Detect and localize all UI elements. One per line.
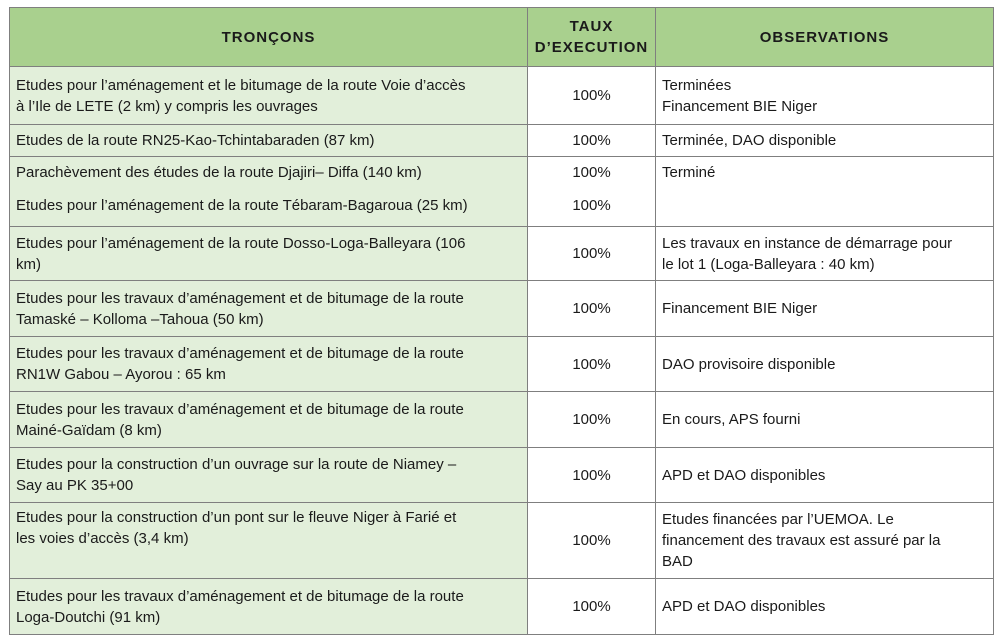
- troncon-text: Tamaské – Kolloma –Tahoua (50 km): [16, 310, 264, 328]
- troncon-cell: [10, 281, 528, 337]
- observation-text: le lot 1 (Loga-Balleyara : 40 km): [662, 255, 875, 273]
- table-row: [10, 337, 994, 392]
- table-row: [10, 157, 994, 227]
- taux-cell: 100%: [528, 125, 656, 157]
- taux-cell: 100%: [528, 227, 656, 281]
- table-row: [10, 503, 994, 579]
- troncon-cell: [10, 392, 528, 448]
- header-taux-line2: D’EXECUTION: [534, 39, 649, 56]
- table-row: [10, 281, 994, 337]
- troncon-text: Say au PK 35+00: [16, 477, 134, 494]
- observation-cell: [656, 281, 994, 337]
- observation-text: APD et DAO disponibles: [662, 466, 826, 484]
- troncon-text: Loga-Doutchi (91 km): [16, 608, 161, 626]
- header-taux-line1: TAUX: [569, 18, 614, 35]
- header-observations: OBSERVATIONS: [656, 8, 994, 67]
- troncon-cell: [10, 227, 528, 281]
- troncon-cell: [10, 337, 528, 392]
- table-row: [10, 227, 994, 281]
- troncon-text: Etudes pour les travaux d’aménagement et de bitumage de la route: [16, 345, 464, 362]
- table-row: [10, 125, 994, 157]
- troncon-cell: [10, 125, 528, 157]
- table-header-row: [10, 8, 994, 67]
- header-taux: [528, 8, 656, 67]
- observation-text: DAO provisoire disponible: [662, 355, 836, 373]
- table-row: [10, 579, 994, 635]
- observation-text: Les travaux en instance de démarrage pour: [662, 234, 953, 252]
- table-row: [10, 67, 994, 125]
- taux-cell: 100%: [528, 337, 656, 392]
- taux-cell: 100%: [528, 281, 656, 337]
- troncon-text: Etudes pour l’aménagement et le bitumage de la route Voie d’accès: [16, 76, 466, 94]
- troncon-text: Etudes pour la construction d’un ouvrage sur la route de Niamey –: [16, 456, 457, 473]
- troncon-text: Etudes pour les travaux d’aménagement et de bitumage de la route: [16, 289, 464, 307]
- observation-text: Terminée, DAO disponible: [662, 132, 837, 149]
- observation-cell: [656, 579, 994, 635]
- observation-text: Etudes financées par l’UEMOA. Le: [662, 511, 894, 528]
- taux-cell: 100%: [528, 67, 656, 125]
- troncon-text: les voies d’accès (3,4 km): [16, 530, 189, 547]
- observation-text: Financement BIE Niger: [662, 300, 818, 317]
- troncon-text: Etudes pour les travaux d’aménagement et de bitumage de la route: [16, 400, 464, 418]
- observation-cell: [656, 227, 994, 281]
- troncon-text: RN1W Gabou – Ayorou : 65 km: [16, 366, 226, 383]
- troncon-text: à l’Ile de LETE (2 km) y compris les ouvrages: [16, 97, 318, 115]
- troncon-cell: [10, 157, 528, 227]
- header-troncons: TRONÇONS: [10, 8, 528, 67]
- taux-cell: 100%: [528, 392, 656, 448]
- taux-text: 100%: [572, 164, 611, 181]
- taux-cell: 100%: [528, 448, 656, 503]
- observation-text: BAD: [662, 553, 693, 570]
- observation-text: Terminé: [662, 164, 716, 181]
- observation-cell: [656, 392, 994, 448]
- taux-cell: [528, 157, 656, 227]
- troncon-cell: [10, 448, 528, 503]
- observation-cell: [656, 125, 994, 157]
- troncon-text: Etudes pour la construction d’un pont sur le fleuve Niger à Farié et: [16, 509, 457, 526]
- observation-text: financement des travaux est assuré par la: [662, 532, 941, 549]
- progress-table: [9, 7, 994, 635]
- observation-text: En cours, APS fourni: [662, 411, 801, 428]
- troncon-text: Etudes pour les travaux d’aménagement et de bitumage de la route: [16, 587, 464, 605]
- troncon-cell: [10, 67, 528, 125]
- taux-cell: 100%: [528, 503, 656, 579]
- table-row: [10, 448, 994, 503]
- taux-cell: 100%: [528, 579, 656, 635]
- observation-cell: [656, 448, 994, 503]
- troncon-cell: [10, 579, 528, 635]
- troncon-text: km): [16, 255, 41, 273]
- observation-cell: [656, 337, 994, 392]
- troncon-text: Etudes de la route RN25-Kao-Tchintabaraden (87 km): [16, 132, 375, 149]
- troncon-text: Etudes pour l’aménagement de la route Tébaram-Bagaroua (25 km): [16, 197, 468, 214]
- observation-cell: [656, 67, 994, 125]
- observation-cell: [656, 157, 994, 227]
- observation-text: Financement BIE Niger: [662, 97, 818, 115]
- taux-text: 100%: [572, 197, 611, 214]
- troncon-cell: [10, 503, 528, 579]
- table-row: [10, 392, 994, 448]
- observation-text: APD et DAO disponibles: [662, 598, 826, 615]
- troncon-text: Etudes pour l’aménagement de la route Dosso-Loga-Balleyara (106: [16, 234, 466, 252]
- observation-cell: [656, 503, 994, 579]
- troncon-text: Mainé-Gaïdam (8 km): [16, 421, 162, 439]
- troncon-text: Parachèvement des études de la route Djajiri– Diffa (140 km): [16, 164, 422, 181]
- observation-text: Terminées: [662, 76, 732, 94]
